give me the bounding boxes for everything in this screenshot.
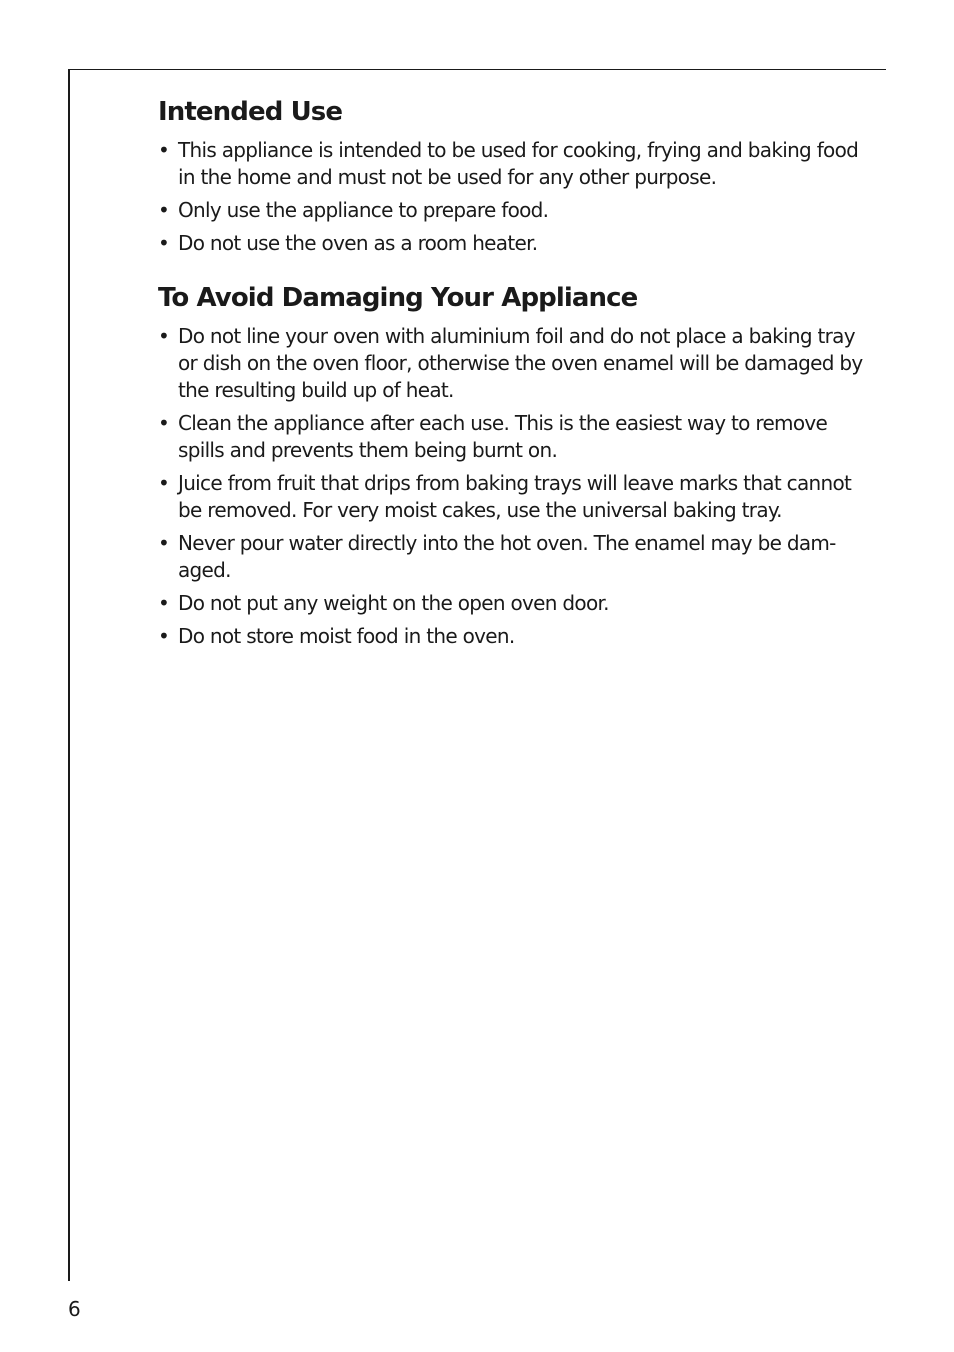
- list-item-text: Juice from fruit that drips from baking trays will leave marks that cannot be removed. For very moist cakes, use the universal baking tray.: [178, 471, 852, 522]
- bullet-mark: •: [158, 531, 170, 555]
- list-item: [158, 197, 878, 224]
- list-item-text: Do not use the oven as a room heater.: [178, 231, 538, 255]
- section-title-avoid-damage: To Avoid Damaging Your Appliance: [158, 283, 638, 313]
- list-item-text: Never pour water directly into the hot oven. The enamel may be dam-aged.: [178, 531, 836, 582]
- list-item: [158, 137, 878, 191]
- list-item: [158, 410, 878, 464]
- list-item: [158, 623, 878, 650]
- section-title-intended-use: Intended Use: [158, 97, 343, 127]
- page-number: 6: [68, 1297, 81, 1321]
- list-item: [158, 230, 878, 257]
- list-item-text: Do not store moist food in the oven.: [178, 624, 515, 648]
- list-item: [158, 590, 878, 617]
- list-item-text: Only use the appliance to prepare food.: [178, 198, 549, 222]
- bullet-mark: •: [158, 471, 170, 495]
- list-item: [158, 470, 878, 524]
- list-item-text: Do not line your oven with aluminium foil and do not place a baking tray or dish on the oven floor, otherwise the oven enamel will be damaged by the resulting build up of heat.: [178, 324, 863, 402]
- page-frame-left-rule: [68, 69, 70, 1281]
- bullet-mark: •: [158, 198, 170, 222]
- list-item: [158, 530, 878, 584]
- list-item-text: Clean the appliance after each use. This is the easiest way to remove spills and prevents them being burnt on.: [178, 411, 828, 462]
- bullet-mark: •: [158, 138, 170, 162]
- page-frame-top-rule: [68, 69, 886, 70]
- list-item-text: This appliance is intended to be used for cooking, frying and baking food in the home and must not be used for any other purpose.: [178, 138, 859, 189]
- bullet-mark: •: [158, 591, 170, 615]
- list-item-text: Do not put any weight on the open oven door.: [178, 591, 609, 615]
- intended-use-list: [158, 137, 878, 257]
- avoid-damage-list: [158, 323, 878, 650]
- page-content: [158, 94, 878, 656]
- list-item: [158, 323, 878, 404]
- bullet-mark: •: [158, 624, 170, 648]
- bullet-mark: •: [158, 231, 170, 255]
- bullet-mark: •: [158, 324, 170, 348]
- bullet-mark: •: [158, 411, 170, 435]
